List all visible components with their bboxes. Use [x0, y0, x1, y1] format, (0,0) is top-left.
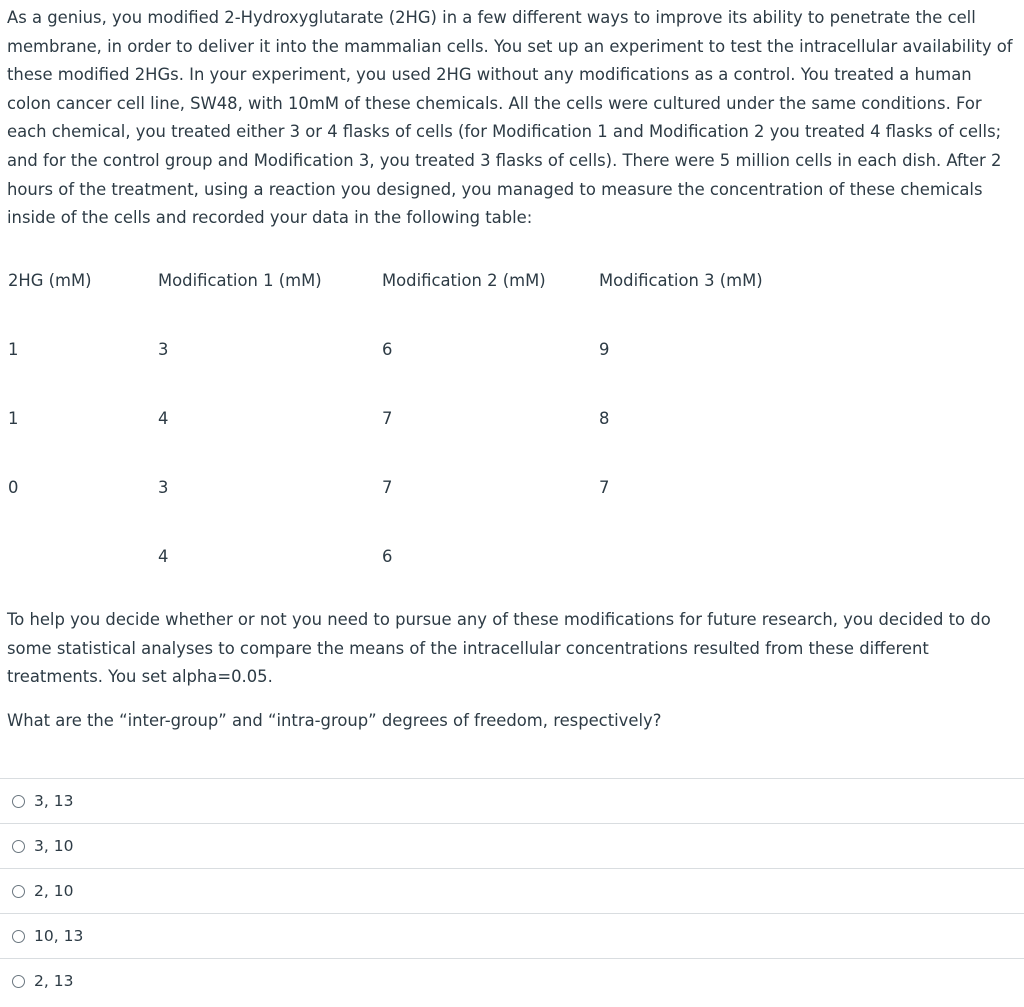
answer-label[interactable]: 3, 13	[34, 792, 74, 810]
table-cell: 4	[158, 547, 169, 566]
table-cell: 1	[8, 340, 19, 359]
answer-option[interactable]	[0, 868, 1024, 913]
table-cell: 8	[599, 409, 610, 428]
answer-label[interactable]: 10, 13	[34, 927, 84, 945]
answer-label[interactable]: 3, 10	[34, 837, 74, 855]
table-cell: 7	[382, 478, 393, 497]
radio-button[interactable]	[12, 795, 25, 808]
question-prompt: What are the “inter-group” and “intra-group” degrees of freedom, respectively?	[7, 711, 662, 730]
header-2hg: 2HG (mM)	[8, 271, 92, 290]
answer-option[interactable]	[0, 958, 1024, 1003]
table-cell: 7	[382, 409, 393, 428]
table-row	[0, 384, 839, 453]
radio-button[interactable]	[12, 930, 25, 943]
table-cell: 6	[382, 547, 393, 566]
table-cell: 6	[382, 340, 393, 359]
table-row	[0, 315, 839, 384]
header-modification-3: Modification 3 (mM)	[599, 271, 763, 290]
answer-list	[0, 778, 1024, 1003]
table-header-row	[0, 246, 839, 315]
table-cell: 3	[158, 478, 169, 497]
header-modification-2: Modification 2 (mM)	[382, 271, 546, 290]
radio-button[interactable]	[12, 885, 25, 898]
answer-option[interactable]	[0, 823, 1024, 868]
table-cell: 0	[8, 478, 19, 497]
answer-option[interactable]	[0, 778, 1024, 823]
table-cell: 7	[599, 478, 610, 497]
table-cell: 4	[158, 409, 169, 428]
table-cell	[0, 522, 152, 591]
table-row	[0, 522, 839, 591]
radio-button[interactable]	[12, 840, 25, 853]
answer-label[interactable]: 2, 13	[34, 972, 74, 990]
table-row	[0, 453, 839, 522]
table-cell: 1	[8, 409, 19, 428]
table-cell: 3	[158, 340, 169, 359]
table-cell: 9	[599, 340, 610, 359]
radio-button[interactable]	[12, 975, 25, 988]
answer-option[interactable]	[0, 913, 1024, 958]
analysis-description: To help you decide whether or not you need to pursue any of these modifications for future research, you decided to do some statistical analyses to compare the means of the intracellular concentrations resulted from these different treatments. You set alpha=0.05.	[7, 610, 991, 687]
answer-label[interactable]: 2, 10	[34, 882, 74, 900]
data-table	[0, 246, 839, 591]
table-cell	[592, 522, 839, 591]
header-modification-1: Modification 1 (mM)	[158, 271, 322, 290]
question-intro: As a genius, you modified 2-Hydroxyglutarate (2HG) in a few different ways to improve its ability to penetrate the cell membrane, in order to deliver it into the mammalian cells. You set up an experiment to test the intracellular availability of these modified 2HGs. In your experiment, you used 2HG without any modifications as a control. You treated a human colon cancer cell line, SW48, with 10mM of these chemicals. All the cells were cultured under the same conditions. For each chemical, you treated either 3 or 4 flasks of cells (for Modification 1 and Modification 2 you treated 4 flasks of cells; and for the control group and Modification 3, you treated 3 flasks of cells). There were 5 million cells in each dish. After 2 hours of the treatment, using a reaction you designed, you managed to measure the concentration of these chemicals inside of the cells and recorded your data in the following table:	[7, 8, 1013, 228]
